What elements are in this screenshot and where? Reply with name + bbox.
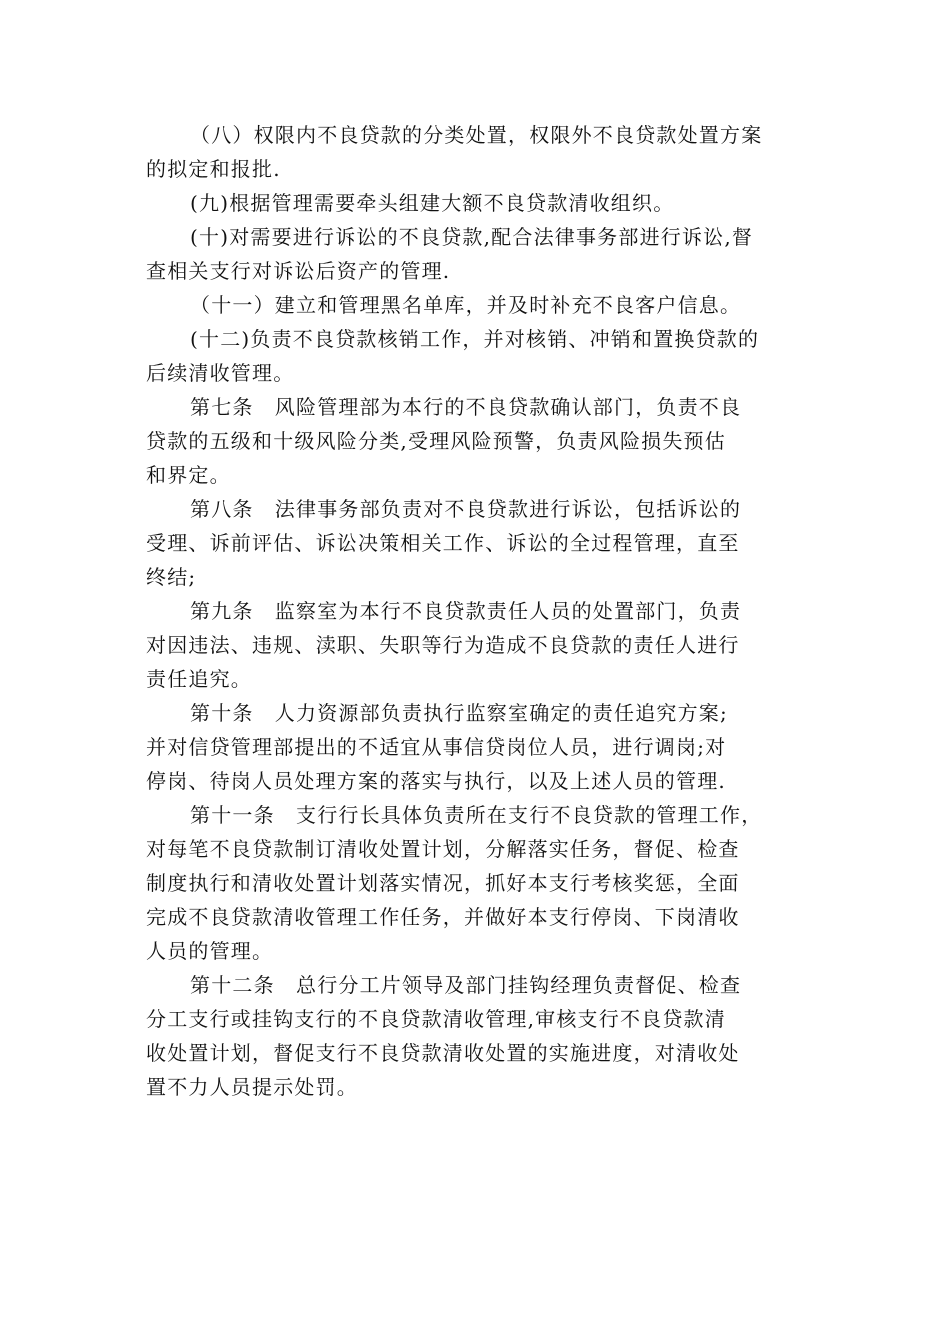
text-line: 责任追究。 (146, 667, 252, 691)
text-line: 的拟定和报批. (146, 157, 281, 181)
text-line: （十一）建立和管理黑名单库，并及时补充不良客户信息。 (190, 293, 742, 317)
paragraph-item-9 (146, 186, 816, 220)
text-line: 第十二条 总行分工片领导及部门挂钩经理负责督促、检查 (190, 973, 742, 997)
text-line: 终结; (146, 565, 197, 589)
text-line: 停岗、待岗人员处理方案的落实与执行，以及上述人员的管理. (146, 769, 726, 793)
paragraph-item-12 (146, 322, 816, 390)
text-line: (十二)负责不良贷款核销工作，并对核销、冲销和置换贷款的 (190, 327, 760, 351)
text-line: 受理、诉前评估、诉讼决策相关工作、诉讼的全过程管理，直至 (146, 531, 740, 555)
text-line: (十)对需要进行诉讼的不良贷款,配合法律事务部进行诉讼,督 (190, 225, 754, 249)
article-10 (146, 696, 816, 798)
text-line: 收处置计划，督促支行不良贷款清收处置的实施进度，对清收处 (146, 1041, 740, 1065)
text-line: 贷款的五级和十级风险分类,受理风险预警，负责风险损失预估 (146, 429, 726, 453)
text-line: 分工支行或挂钩支行的不良贷款清收管理,审核支行不良贷款清 (146, 1007, 726, 1031)
text-line: 和界定。 (146, 463, 231, 487)
text-line: 置不力人员提示处罚。 (146, 1075, 358, 1099)
document-body (146, 118, 816, 1104)
text-line: 第七条 风险管理部为本行的不良贷款确认部门，负责不良 (190, 395, 742, 419)
text-line: 第九条 监察室为本行不良贷款责任人员的处置部门，负责 (190, 599, 742, 623)
text-line: 后续清收管理。 (146, 361, 295, 385)
article-9 (146, 594, 816, 696)
paragraph-item-10 (146, 220, 816, 288)
text-line: 第八条 法律事务部负责对不良贷款进行诉讼，包括诉讼的 (190, 497, 742, 521)
text-line: 查相关支行对诉讼后资产的管理. (146, 259, 451, 283)
text-line: 完成不良贷款清收管理工作任务，并做好本支行停岗、下岗清收 (146, 905, 740, 929)
article-11 (146, 798, 816, 968)
article-8 (146, 492, 816, 594)
text-line: 对每笔不良贷款制订清收处置计划，分解落实任务，督促、检查 (146, 837, 740, 861)
paragraph-item-8 (146, 118, 816, 186)
text-line: 并对信贷管理部提出的不适宜从事信贷岗位人员，进行调岗;对 (146, 735, 727, 759)
article-7 (146, 390, 816, 492)
text-line: 第十条 人力资源部负责执行监察室确定的责任追究方案; (190, 701, 728, 725)
text-line: 制度执行和清收处置计划落实情况，抓好本支行考核奖惩，全面 (146, 871, 740, 895)
paragraph-item-11 (146, 288, 816, 322)
text-line: （八）权限内不良贷款的分类处置，权限外不良贷款处置方案 (190, 123, 763, 147)
text-line: 第十一条 支行行长具体负责所在支行不良贷款的管理工作， (190, 803, 763, 827)
text-line: 人员的管理。 (146, 939, 274, 963)
text-line: 对因违法、违规、渎职、失职等行为造成不良贷款的责任人进行 (146, 633, 740, 657)
article-12 (146, 968, 816, 1104)
text-line: (九)根据管理需要牵头组建大额不良贷款清收组织。 (190, 191, 675, 215)
